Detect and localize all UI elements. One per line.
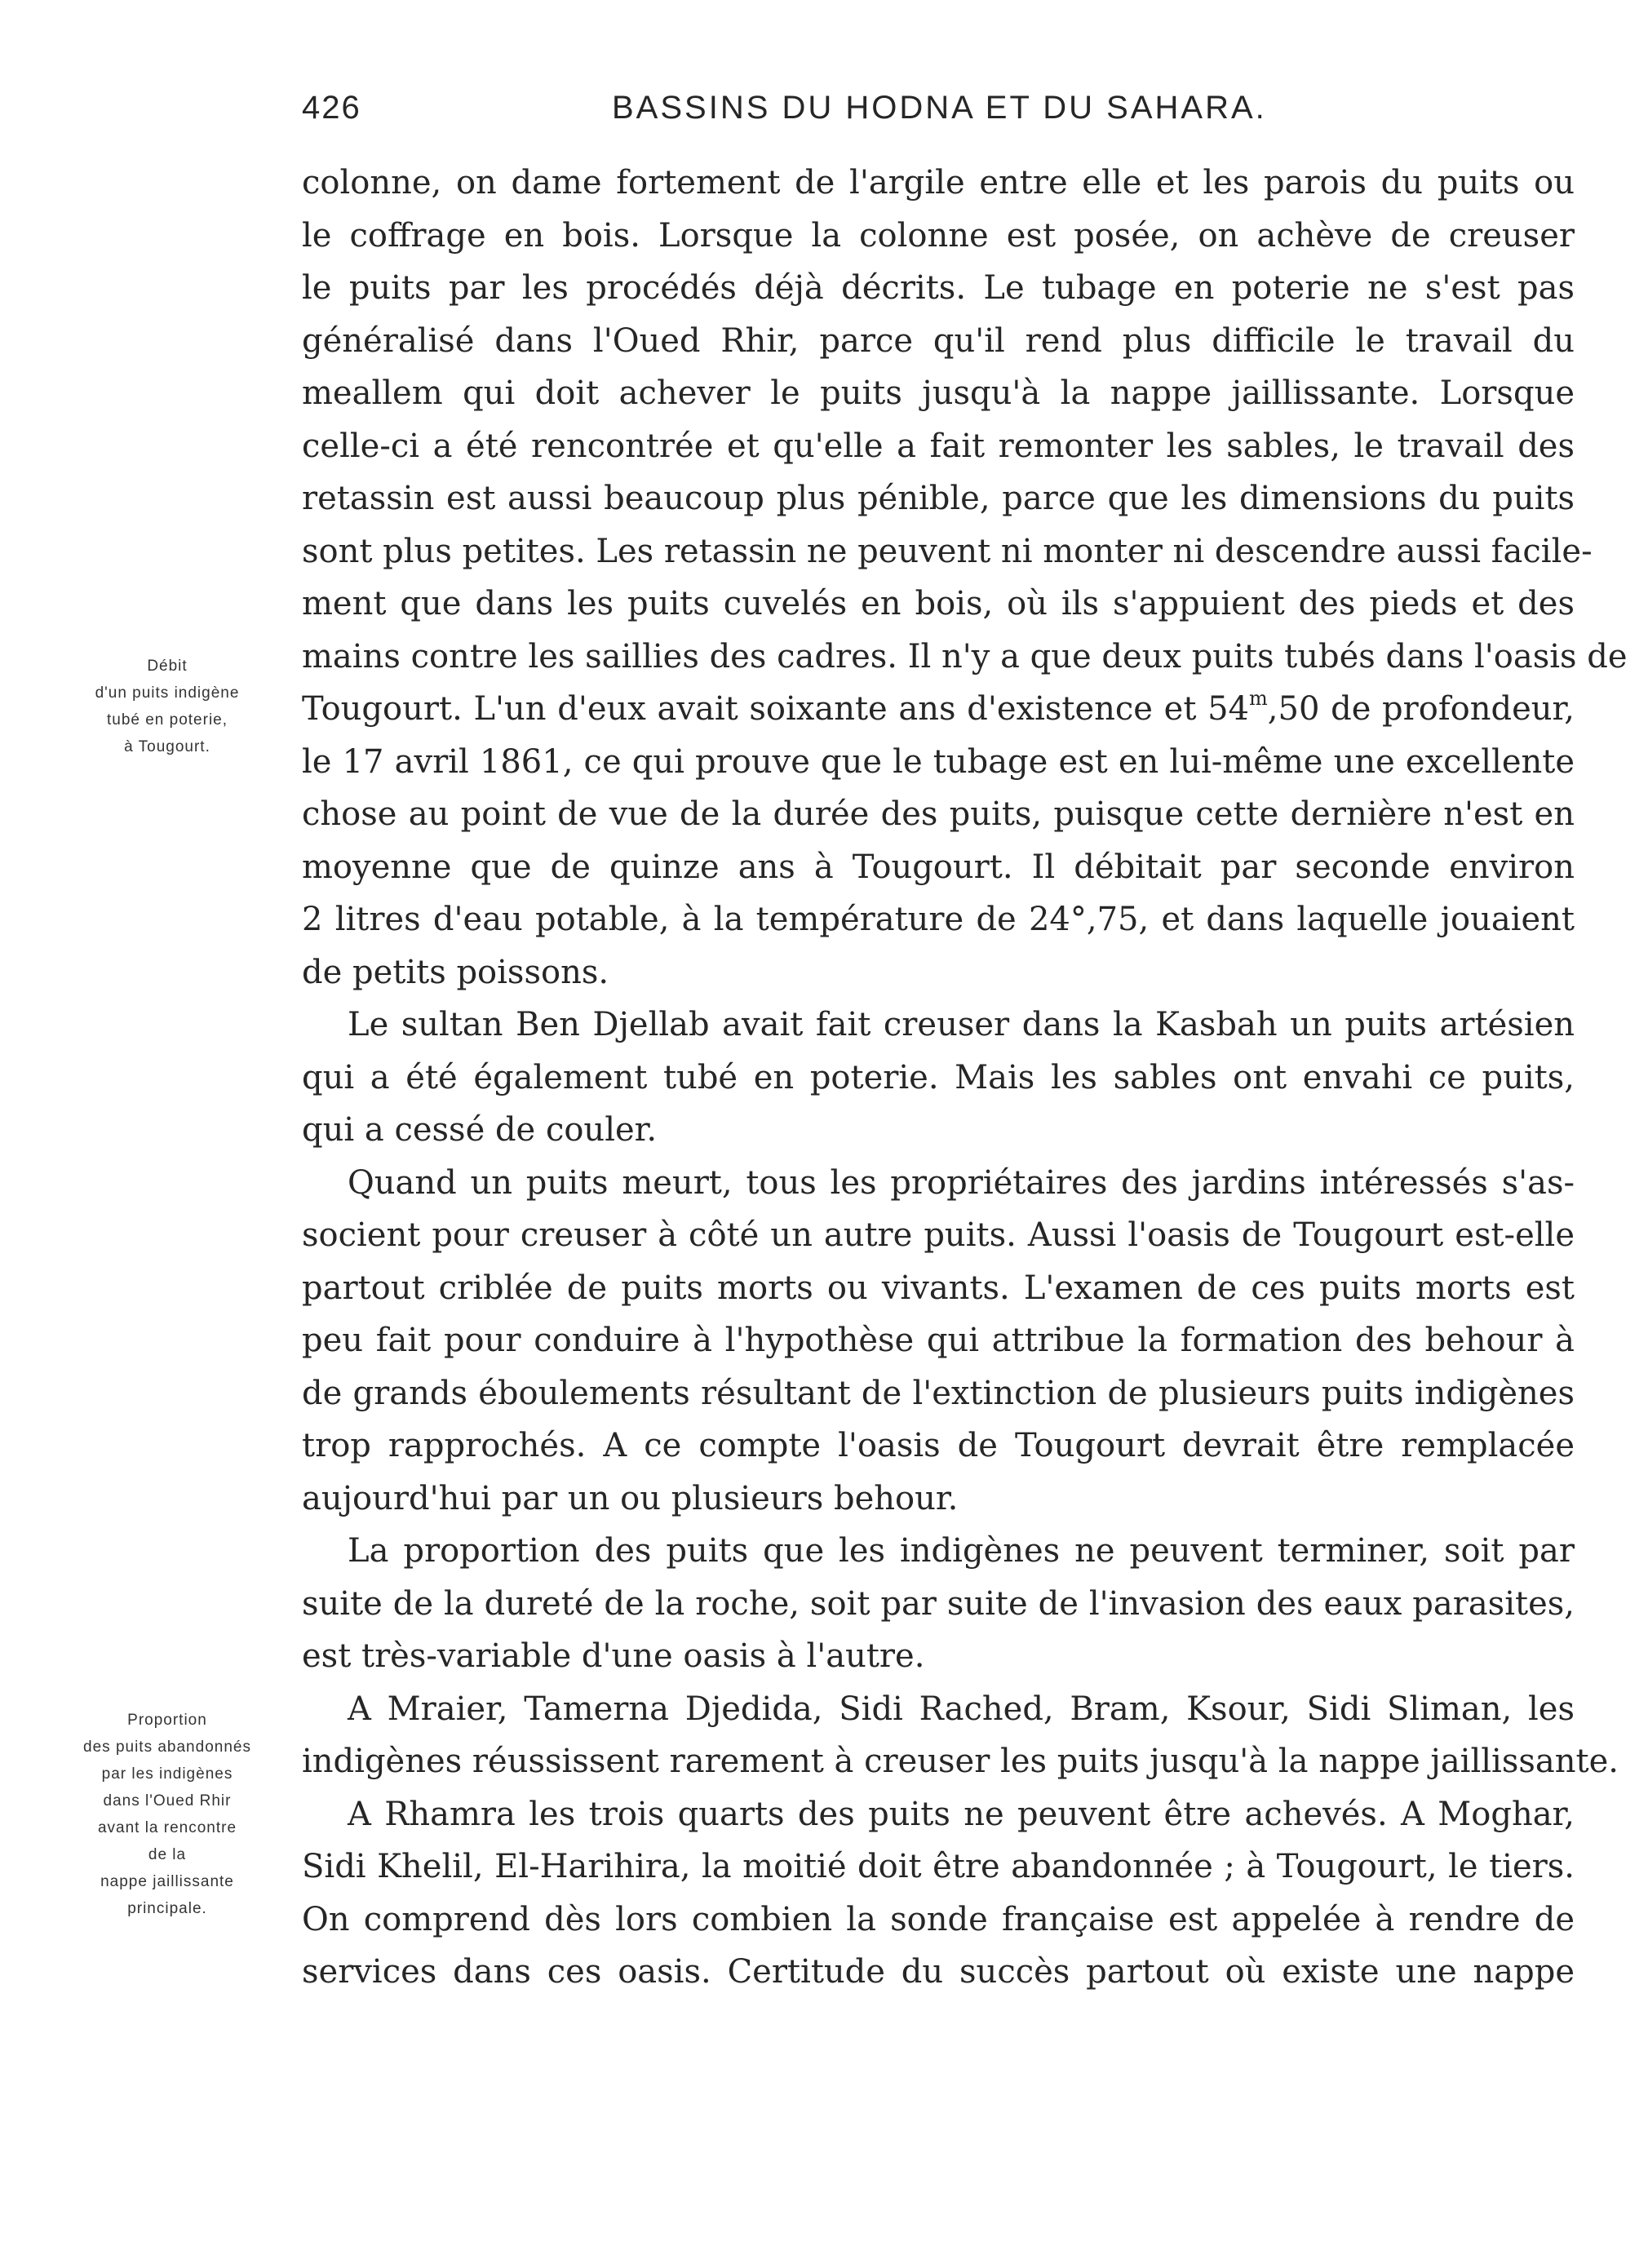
- margin-note-line: nappe jaillissante: [100, 1873, 234, 1890]
- text-line: sont plus petites. Les retassin ne peuvent ni monter ni descendre aussi facile-: [302, 532, 1593, 570]
- text-line: indigènes réussissent rarement à creuser les puits jusqu'à la nappe jaillissante.: [302, 1743, 1619, 1780]
- text-line: le coffrage en bois. Lorsque la colonne est posée, on achève de creuser: [302, 216, 1575, 255]
- text-line: le 17 avril 1861, ce qui prouve que le tubage est en lui-même une excellente: [302, 742, 1575, 781]
- margin-note-line: avant la rencontre: [97, 1819, 237, 1836]
- text-line: Quand un puits meurt, tous les propriétaires des jardins intéressés s'as-: [348, 1163, 1575, 1202]
- text-line: Sidi Khelil, El-Harihira, la moitié doit être abandonnée ; à Tougourt, le tiers.: [302, 1848, 1575, 1885]
- page-header: [302, 90, 1575, 139]
- text-line: peu fait pour conduire à l'hypothèse qui attribue la formation des behour à: [302, 1322, 1575, 1359]
- text-line: de grands éboulements résultant de l'extinction de plusieurs puits indigènes: [302, 1374, 1575, 1412]
- text-line: 2 litres d'eau potable, à la température de 24°,75, et dans laquelle jouaient: [302, 901, 1575, 938]
- margin-note-line: des puits abandonnés: [83, 1739, 251, 1756]
- text-line: suite de la dureté de la roche, soit par suite de l'invasion des eaux parasites,: [302, 1584, 1575, 1623]
- superscript-unit: m: [1249, 687, 1268, 710]
- text-segment: ,50 de profondeur,: [1267, 690, 1575, 728]
- text-line: retassin est aussi beaucoup plus pénible, parce que les dimensions du puits: [302, 480, 1575, 517]
- text-line: La proportion des puits que les indigènes ne peuvent terminer, soit par: [348, 1532, 1575, 1570]
- text-line: ment que dans les puits cuvelés en bois, où ils s'appuient des pieds et des: [302, 585, 1575, 622]
- text-line: Le sultan Ben Djellab avait fait creuser dans la Kasbah un puits artésien: [348, 1006, 1575, 1043]
- text-line: mains contre les saillies des cadres. Il n'y a que deux puits tubés dans l'oasis de: [302, 637, 1628, 676]
- text-line: chose au point de vue de la durée des puits, puisque cette dernière n'est en: [302, 795, 1575, 833]
- text-line: colonne, on dame fortement de l'argile entre elle et les parois du puits ou: [302, 164, 1575, 202]
- text-line: services dans ces oasis. Certitude du succès partout où existe une nappe: [302, 1953, 1575, 1991]
- margin-note-line: à Tougourt.: [124, 738, 210, 755]
- text-segment: Tougourt. L'un d'eux avait soixante ans d'existence et 54: [302, 690, 1250, 728]
- text-line: généralisé dans l'Oued Rhir, parce qu'il rend plus difficile le travail du: [302, 321, 1575, 360]
- text-line: le puits par les procédés déjà décrits. Le tubage en poterie ne s'est pas: [302, 269, 1575, 307]
- margin-note-line: dans l'Oued Rhir: [103, 1792, 232, 1810]
- text-line: On comprend dès lors combien la sonde française est appelée à rendre de: [302, 1900, 1575, 1938]
- text-line: moyenne que de quinze ans à Tougourt. Il débitait par seconde environ: [302, 848, 1575, 886]
- text-line: de petits poissons.: [302, 953, 609, 991]
- text-line: A Mraier, Tamerna Djedida, Sidi Rached, Bram, Ksour, Sidi Sliman, les: [348, 1690, 1575, 1728]
- margin-note-line: d'un puits indigène: [95, 684, 240, 702]
- text-line: meallem qui doit achever le puits jusqu'à la nappe jaillissante. Lorsque: [302, 374, 1575, 412]
- margin-note-line: Débit: [147, 658, 188, 675]
- text-line: qui a cessé de couler.: [302, 1111, 658, 1149]
- page-number: 426: [302, 90, 361, 126]
- margin-note-proportion: [65, 1707, 269, 1922]
- margin-note-line: par les indigènes: [101, 1765, 233, 1783]
- running-title: BASSINS DU HODNA ET DU SAHARA.: [612, 90, 1267, 126]
- text-line: celle-ci a été rencontrée et qu'elle a fait remonter les sables, le travail des: [302, 427, 1575, 465]
- text-line: est très-variable d'une oasis à l'autre.: [302, 1637, 925, 1675]
- text-line: socient pour creuser à côté un autre puits. Aussi l'oasis de Tougourt est-elle: [302, 1216, 1575, 1254]
- margin-note-line: de la: [148, 1846, 187, 1863]
- text-line: A Rhamra les trois quarts des puits ne peuvent être achevés. A Moghar,: [348, 1795, 1575, 1833]
- text-line: qui a été également tubé en poterie. Mais les sables ont envahi ce puits,: [302, 1058, 1575, 1096]
- margin-note-line: tubé en poterie,: [106, 711, 228, 729]
- margin-note-line: principale.: [127, 1900, 207, 1917]
- margin-note-debit: [65, 653, 269, 760]
- body-text: [302, 157, 1628, 1999]
- text-line: trop rapprochés. A ce compte l'oasis de Tougourt devrait être remplacée: [302, 1427, 1575, 1464]
- text-line: partout criblée de puits morts ou vivants. L'examen de ces puits morts est: [302, 1269, 1575, 1307]
- text-line-with-superscript: [302, 683, 1575, 736]
- text-line: aujourd'hui par un ou plusieurs behour.: [302, 1479, 959, 1517]
- margin-note-line: Proportion: [127, 1712, 207, 1729]
